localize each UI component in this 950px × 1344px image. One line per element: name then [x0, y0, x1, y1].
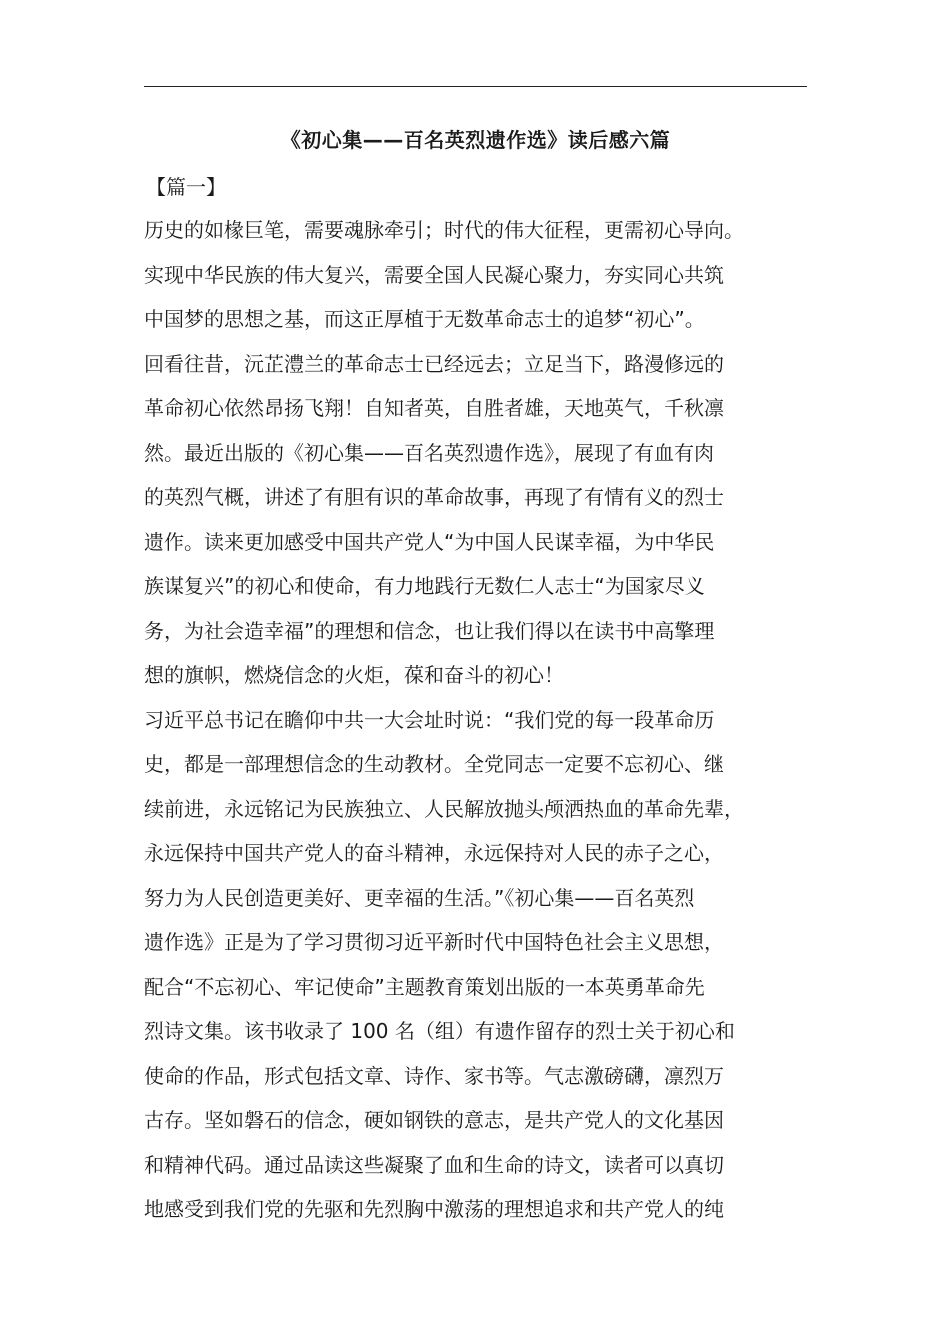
text-line: 中国梦的思想之基，而这正厚植于无数革命志士的追梦“初心”。: [144, 307, 705, 331]
text-line: 革命初心依然昂扬飞翔！自知者英，自胜者雄，天地英气，千秋凛: [144, 396, 724, 420]
text-line: 实现中华民族的伟大复兴，需要全国人民凝心聚力，夯实同心共筑: [144, 262, 724, 287]
text-line: 然。最近出版的《初心集——百名英烈遗作选》，展现了有血有肉: [144, 440, 714, 465]
text-line: 配合“不忘初心、牢记使命”主题教育策划出版的一本英勇革命先: [144, 974, 705, 999]
header-rule: [144, 86, 807, 87]
text-line: 古存。坚如磐石的信念，硬如钢铁的意志，是共产党人的文化基因: [144, 1108, 724, 1132]
text-line: 历史的如椽巨笔，需要魂脉牵引；时代的伟大征程，更需初心导向。: [144, 218, 744, 242]
text-line: 努力为人民创造更美好、更幸福的生活。”《初心集——百名英烈: [144, 885, 695, 910]
text-line: 史，都是一部理想信念的生动教材。全党同志一定要不忘初心、继: [144, 752, 724, 776]
text-line: 回看往昔，沅芷澧兰的革命志士已经远去；立足当下，路漫修远的: [144, 351, 724, 376]
text-line: 族谋复兴”的初心和使命，有力地践行无数仁人志士“为国家尽义: [144, 574, 705, 598]
text-line: 想的旗帜，燃烧信念的火炬，葆和奋斗的初心！: [144, 663, 564, 687]
text-line: 的英烈气概，讲述了有胆有识的革命故事，再现了有情有义的烈士: [144, 485, 724, 509]
text-line: 遗作。读来更加感受中国共产党人“为中国人民谋幸福，为中华民: [144, 529, 715, 554]
text-line: 使命的作品，形式包括文章、诗作、家书等。气志激磅礴，凛烈万: [144, 1063, 724, 1088]
text-line: 遗作选》正是为了学习贯彻习近平新时代中国特色社会主义思想，: [144, 930, 724, 954]
section-label: 【篇一】: [146, 175, 226, 199]
text-line: 地感受到我们党的先驱和先烈胸中激荡的理想追求和共产党人的纯: [144, 1197, 724, 1221]
text-line: 务，为社会造幸福”的理想和信念，也让我们得以在读书中高擎理: [144, 618, 715, 643]
text-line: 续前进，永远铭记为民族独立、人民解放抛头颅洒热血的革命先辈，: [144, 796, 744, 821]
text-line: 习近平总书记在瞻仰中共一大会址时说：“我们党的每一段革命历: [144, 707, 715, 732]
text-line: 和精神代码。通过品读这些凝聚了血和生命的诗文，读者可以真切: [144, 1152, 724, 1177]
text-line: 永远保持中国共产党人的奋斗精神，永远保持对人民的赤子之心，: [144, 841, 724, 865]
document-title: 《初心集——百名英烈遗作选》读后感六篇: [280, 128, 671, 152]
text-line: 烈诗文集。该书收录了 100 名（组）有遗作留存的烈士关于初心和: [144, 1019, 735, 1043]
